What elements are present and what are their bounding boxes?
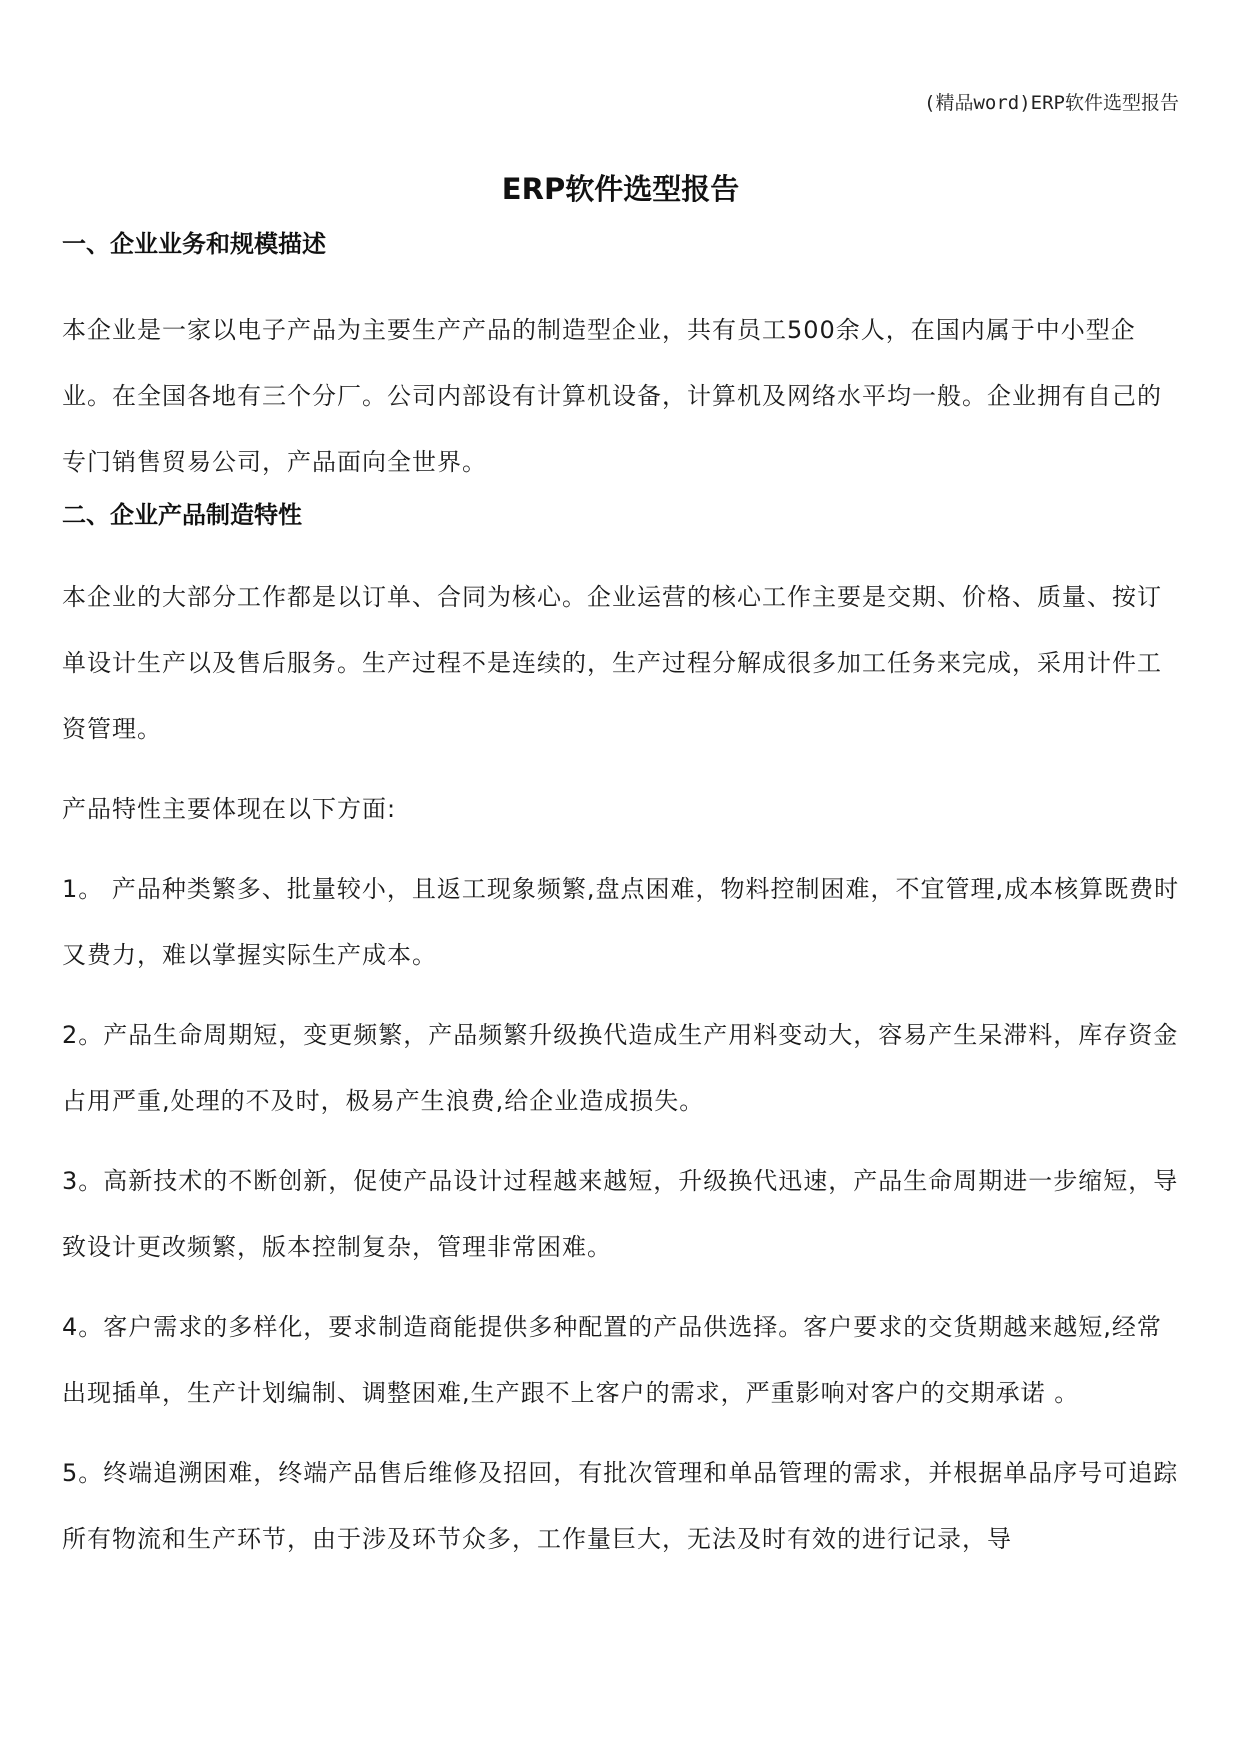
document-title: ERP软件选型报告 bbox=[501, 172, 740, 207]
list-item-4: 4。客户需求的多样化，要求制造商能提供多种配置的产品供选择。客户要求的交货期越来越短,经常出现插单，生产计划编制、调整困难,生产跟不上客户的需求，严重影响对客户的交期承诺 。 bbox=[62, 1313, 1162, 1407]
list-item-2: 2。产品生命周期短，变更频繁，产品频繁升级换代造成生产用料变动大，容易产生呆滞料，库存资金占用严重,处理的不及时，极易产生浪费,给企业造成损失。 bbox=[62, 1021, 1179, 1115]
document-body bbox=[62, 224, 1182, 1572]
list-item-3: 3。高新技术的不断创新，促使产品设计过程越来越短，升级换代迅速，产品生命周期进一步缩短，导致设计更改频繁，版本控制复杂，管理非常困难。 bbox=[62, 1167, 1179, 1261]
list-item-1: 1。 产品种类繁多、批量较小，且返工现象频繁,盘点困难，物料控制困难，不宜管理,成本核算既费时又费力，难以掌握实际生产成本。 bbox=[62, 875, 1180, 969]
section-heading-business-scale: 一、企业业务和规模描述 bbox=[62, 230, 326, 258]
paragraph-order-core: 本企业的大部分工作都是以订单、合同为核心。企业运营的核心工作主要是交期、价格、质量、按订单设计生产以及售后服务。生产过程不是连续的，生产过程分解成很多加工任务来完成，采用计件工资管理。 bbox=[62, 583, 1162, 743]
paragraph-characteristics-intro: 产品特性主要体现在以下方面: bbox=[62, 795, 397, 823]
running-header: (精品word)ERP软件选型报告 bbox=[924, 92, 1179, 114]
paragraph-business-description: 本企业是一家以电子产品为主要生产产品的制造型企业，共有员工500余人，在国内属于中小型企业。在全国各地有三个分厂。公司内部设有计算机设备，计算机及网络水平均一般。企业拥有自己的专门销售贸易公司，产品面向全世界。 bbox=[62, 316, 1162, 476]
section-heading-manufacturing-characteristics: 二、企业产品制造特性 bbox=[62, 501, 302, 529]
list-item-5: 5。终端追溯困难，终端产品售后维修及招回，有批次管理和单品管理的需求，并根据单品序号可追踪所有物流和生产环节，由于涉及环节众多，工作量巨大，无法及时有效的进行记录，导 bbox=[62, 1459, 1179, 1553]
